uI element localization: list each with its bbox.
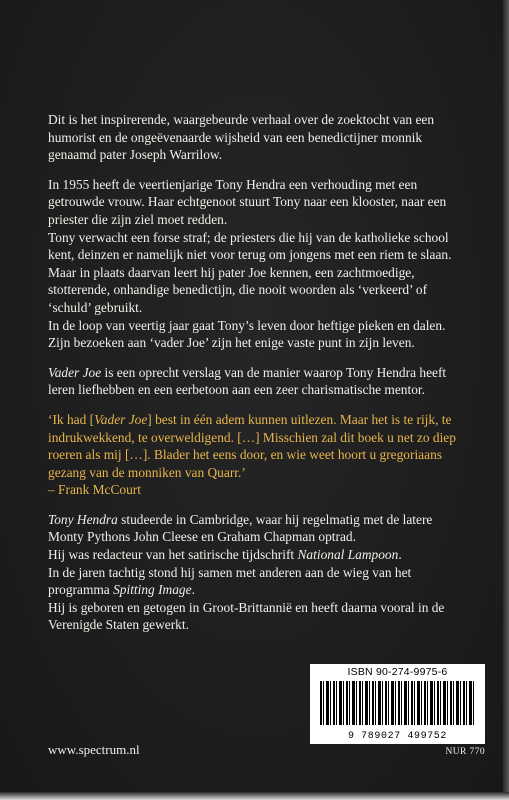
quote-start: ‘Ik had [ [48, 411, 95, 427]
author-bio-punct-3: . [191, 582, 195, 598]
author-bio-text-1: studeerde in Cambridge, waar hij regelmatig met de latere Monty Pythons John Cleese en Graham Chapman optrad. [48, 511, 433, 545]
author-name: Tony Hendra [48, 511, 118, 527]
quote-book-title: Vader Joe [94, 411, 148, 427]
summary-text: is een oprecht verslag van de manier waarop Tony Hendra heeft leren liefhebben en een eerbetoon aan een zeer charismatische mentor. [48, 364, 447, 398]
quote-body: ] best in één adem kunnen uitlezen. Maar het is te rijk, te indrukwekkend, te overweldigend. […] Misschien zal dit boek u net zo diep roeren als mij […]. Blader het eens door, en wie weet hoort u gregoriaans gezang van de monniken van Quarr.’ [48, 411, 456, 480]
program-title: Spitting Image [113, 582, 192, 598]
story-paragraph-2: Tony verwacht een forse straf; de priesters die hij van de katholieke school kent, deinzen er namelijk niet voor terug om jongens met een riem te slaan. Maar in plaats daarvan leert hij pater Joe kennen, een zachtmoedige, stotterende, onhandige benedictijn, die nooit woorden als ‘verkeerd’ of ‘schuld’ gebruikt. [48, 229, 452, 315]
author-bio-1 [48, 511, 468, 546]
summary-paragraph [48, 364, 468, 399]
book-title: Vader Joe [48, 364, 102, 380]
author-bio-text-2: Hij was redacteur van het satirische tijdschrift [48, 547, 298, 563]
cover-edge-right [503, 0, 509, 800]
quote-attribution: – Frank McCourt [48, 482, 141, 498]
review-quote [48, 411, 468, 499]
intro-paragraph: Dit is het inspirerende, waargebeurde verhaal over de zoektocht van een humorist en de ongeëvenaarde wijsheid van een benedictijner monnik genaamd pater Joseph Warrilow. [48, 112, 435, 163]
author-bio-2 [48, 546, 468, 564]
publisher-website: www.spectrum.nl [48, 742, 140, 757]
author-bio-3 [48, 564, 468, 599]
cover-edge-bottom [0, 792, 509, 800]
blurb-text [48, 111, 468, 634]
magazine-title: National Lampoon [297, 547, 399, 563]
barcode-bars [320, 681, 475, 725]
author-bio-punct-2: . [398, 547, 402, 563]
barcode-number: 9 789027 499752 [347, 731, 447, 742]
nur-code: NUR 770 [445, 747, 485, 757]
story-paragraph-3: In de loop van veertig jaar gaat Tony’s leven door heftige pieken en dalen. Zijn bezoeken aan ‘vader Joe’ zijn het enige vaste punt in zijn leven. [48, 317, 446, 351]
story-paragraph-1: In 1955 heeft de veertienjarige Tony Hendra een verhouding met een getrouwde vrouw. Haar echtgenoot stuurt Tony naar een klooster, naar een priester die zijn ziel moet redden. [48, 176, 447, 227]
author-bio-4: Hij is geboren en getogen in Groot-Brittannië en heeft daarna vooral in de Verenigde Staten gewerkt. [48, 599, 445, 633]
author-bio-text-3: In de jaren tachtig stond hij samen met anderen aan de wieg van het programma [48, 564, 412, 598]
barcode [310, 664, 485, 744]
isbn-label: ISBN 90-274-9975-6 [347, 666, 448, 678]
